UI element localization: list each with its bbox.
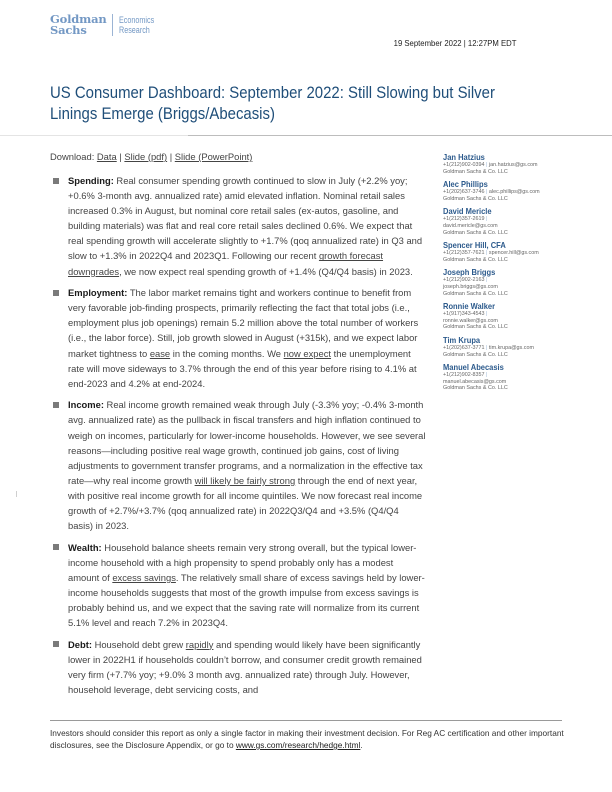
author-email[interactable]: ronnie.walker@gs.com: [443, 317, 498, 324]
bullet-heading: Employment:: [68, 287, 128, 299]
author-email[interactable]: david.mericle@gs.com: [443, 222, 498, 229]
author-card: [443, 268, 603, 297]
author-name: Tim Krupa: [443, 335, 481, 345]
author-card: [443, 363, 603, 392]
author-name: Ronnie Walker: [443, 302, 496, 312]
author-contact: [443, 277, 603, 284]
author-name: Joseph Briggs: [443, 268, 496, 278]
inline-link[interactable]: ease: [149, 347, 171, 359]
author-email-line: [443, 379, 603, 386]
bullet-square-icon: [53, 290, 59, 296]
author-phone: +1(202)637-3771: [443, 344, 485, 351]
bullet-heading: Debt:: [68, 638, 92, 650]
author-firm: Goldman Sachs & Co. LLC: [443, 256, 508, 263]
author-contact: [443, 216, 603, 223]
bullet-text: The labor market remains tight and workers continue to benefit from very favorable job-finding prospects, primarily reflecting the fact that total jobs (i.e., employment plus job openings) remain 5.2 million above the total number of workers (i.e., the labor force). Still, job growth slowed in August (+315k), and we expect labor market tightness to: [68, 287, 419, 359]
bullet-heading: Spending:: [68, 175, 114, 186]
bullet-debt: [50, 637, 426, 697]
author-firm: Goldman Sachs & Co. LLC: [443, 168, 508, 175]
bullet-text: and spending would likely have been significantly lower in 2022H1 if households couldn’t borrow, and consumer credit growth remained very firm (+7.7% yoy; +9.0% 3 month avg. annualized rate) through July. However, household leverage, debt servicing costs, and: [68, 638, 422, 695]
download-links: Download: Data | Slide (pdf) | Slide (PowerPoint): [50, 151, 253, 162]
author-name: Spencer Hill, CFA: [443, 241, 506, 251]
author-firm: Goldman Sachs & Co. LLC: [443, 385, 508, 392]
bullet-text: . The relatively small share of excess savings held by lower-income households suggests that most of the growth impulse from excess savings is probably behind us, and we expect that the saving rate will normalize from its current 5.1% level and reach 7.2% in 2023Q4.: [68, 571, 425, 629]
bullet-text: , we now expect real spending growth of +1.4% (Q4/Q4 basis) in 2023.: [119, 265, 413, 277]
author-list: [443, 153, 603, 397]
author-card: [443, 207, 603, 236]
author-email[interactable]: alec.phillips@gs.com: [488, 189, 540, 196]
author-email-line: [443, 284, 603, 291]
contact-separator: |: [484, 311, 488, 318]
author-phone: +1(212)902-2163: [443, 277, 485, 284]
goldman-sachs-logo: [50, 14, 164, 36]
author-card: [443, 153, 603, 175]
bullet-square-icon: [53, 544, 59, 550]
inline-link[interactable]: will likely be fairly strong: [194, 474, 296, 486]
bullet-text: Real consumer spending growth continued to slow in July (+2.2% yoy; +0.6% 3-month avg. annualized rate) amid elevated inflation. Nominal retail sales increased 0.3% in August, but nominal core retail sales (ex-autos, gasoline, and building materials) was flat and real core retail sales declined 0.6%. We expect that real spending growth will accelerate slightly to +1.7% (qoq annualized rate) in Q3 and slow to +1.3% in 2022Q4 and 2023Q1. Following our recent: [68, 175, 423, 262]
author-card: [443, 302, 603, 331]
header-divider-left: [0, 135, 188, 136]
inline-link[interactable]: now expect: [283, 347, 332, 359]
inline-link[interactable]: excess savings: [112, 571, 176, 583]
author-phone: +1(212)902-0394: [443, 162, 485, 168]
contact-separator: |: [484, 250, 489, 257]
header-divider: [188, 135, 612, 136]
report-title: US Consumer Dashboard: September 2022: Still Slowing but Silver Linings Emerge (Briggs/Abecasis): [50, 83, 495, 123]
author-phone: +1(917)343-4543: [443, 311, 485, 318]
author-contact: [443, 311, 603, 318]
bullet-square-icon: [53, 641, 59, 647]
summary-bullets: [50, 173, 426, 704]
bullet-text: in the coming months. We: [170, 347, 284, 359]
contact-separator: |: [484, 344, 489, 351]
publication-date: 19 September 2022 | 12:27PM EDT: [393, 38, 516, 48]
author-card: [443, 241, 603, 263]
bullet-text: Real income growth remained weak through July (-3.3% yoy; -0.4% 3-month avg. annualized rate) as the pullback in fiscal transfers and high inflation continued to weigh on incomes, particularly for lower-income households. However, we see several reasons—including positive real wage growth, continued job gains, cost of living adjustments to government transfer programs, and a normalization in the effective tax rate—why real income growth: [68, 399, 426, 486]
logo-wordmark: Goldman Sachs: [50, 12, 107, 37]
author-phone: +1(202)637-3746: [443, 189, 485, 196]
author-email[interactable]: tim.krupa@gs.com: [488, 344, 534, 351]
contact-separator: |: [484, 216, 488, 223]
author-firm: Goldman Sachs & Co. LLC: [443, 351, 508, 358]
bullet-square-icon: [53, 402, 59, 408]
bullet-income: [50, 397, 426, 533]
download-data-link[interactable]: Data: [96, 151, 117, 162]
author-contact: [443, 345, 603, 352]
author-card: [443, 180, 603, 202]
author-name: Jan Hatzius: [443, 153, 485, 162]
contact-separator: |: [484, 277, 488, 284]
bullet-employment: [50, 285, 426, 391]
author-email[interactable]: joseph.briggs@gs.com: [443, 283, 498, 290]
author-firm: Goldman Sachs & Co. LLC: [443, 290, 508, 297]
author-phone: +1(212)357-7621: [443, 250, 485, 257]
logo-divider: [112, 14, 113, 36]
author-email[interactable]: jan.hatzius@gs.com: [488, 162, 538, 168]
disclosure-footer: Investors should consider this report as only a single factor in making their investment decision. For Reg AC certification and other important disclosures, see the Disclosure Appendix, or go to www.gs.com/research/hedge.html.: [50, 728, 564, 750]
download-slide-pdf-link[interactable]: Slide (pdf): [124, 151, 168, 162]
disclosure-link[interactable]: www.gs.com/research/hedge.html: [235, 740, 361, 750]
bullet-text: Household balance sheets remain very strong overall, but the typical lower-income household with a high propensity to spend probably only has a modest amount of: [68, 541, 417, 583]
contact-separator: |: [484, 372, 488, 379]
download-slide-ppt-link[interactable]: Slide (PowerPoint): [174, 151, 253, 162]
author-email[interactable]: manuel.abecasis@gs.com: [443, 378, 507, 385]
author-card: [443, 336, 603, 358]
division-name: Economics Research: [119, 15, 155, 35]
author-contact: [443, 250, 603, 257]
author-email-line: [443, 318, 603, 325]
contact-separator: |: [484, 162, 489, 168]
author-firm: Goldman Sachs & Co. LLC: [443, 229, 508, 236]
bullet-heading: Wealth:: [68, 541, 102, 553]
margin-mark: [16, 491, 17, 497]
author-contact: [443, 372, 603, 379]
footer-divider: [50, 720, 562, 721]
author-email-line: [443, 223, 603, 230]
author-name: David Mericle: [443, 207, 492, 217]
inline-link[interactable]: growth forecast downgrades: [68, 250, 384, 277]
author-firm: Goldman Sachs & Co. LLC: [443, 324, 508, 331]
bullet-wealth: [50, 540, 426, 631]
author-name: Alec Phillips: [443, 180, 488, 190]
contact-separator: |: [484, 189, 489, 196]
bullet-spending: [50, 173, 426, 279]
inline-link[interactable]: rapidly: [185, 638, 214, 650]
bullet-text: Household debt grew: [91, 638, 186, 650]
author-email[interactable]: spencer.hill@gs.com: [488, 250, 539, 257]
author-phone: +1(212)902-8357: [443, 372, 485, 379]
author-contact: [443, 189, 603, 196]
author-phone: +1(212)357-2619: [443, 216, 485, 223]
bullet-square-icon: [53, 178, 59, 184]
author-contact: [443, 162, 603, 169]
bullet-text: the unemployment rate will move sideways to 3.7% through the end of this year before rising to 4.1% at end-2023 and 4.2% at end-2024.: [68, 347, 417, 389]
bullet-text: through the end of next year, with positive real income growth for all income quintiles. We now forecast real income growth of +2.7%/+3.7% (qoq annualized rate) in 2022Q3/Q4 and +3.5% (Q4/Q4 basis) in 2023.: [68, 474, 423, 532]
bullet-heading: Income:: [68, 399, 104, 411]
author-firm: Goldman Sachs & Co. LLC: [443, 195, 508, 202]
author-name: Manuel Abecasis: [443, 363, 504, 373]
